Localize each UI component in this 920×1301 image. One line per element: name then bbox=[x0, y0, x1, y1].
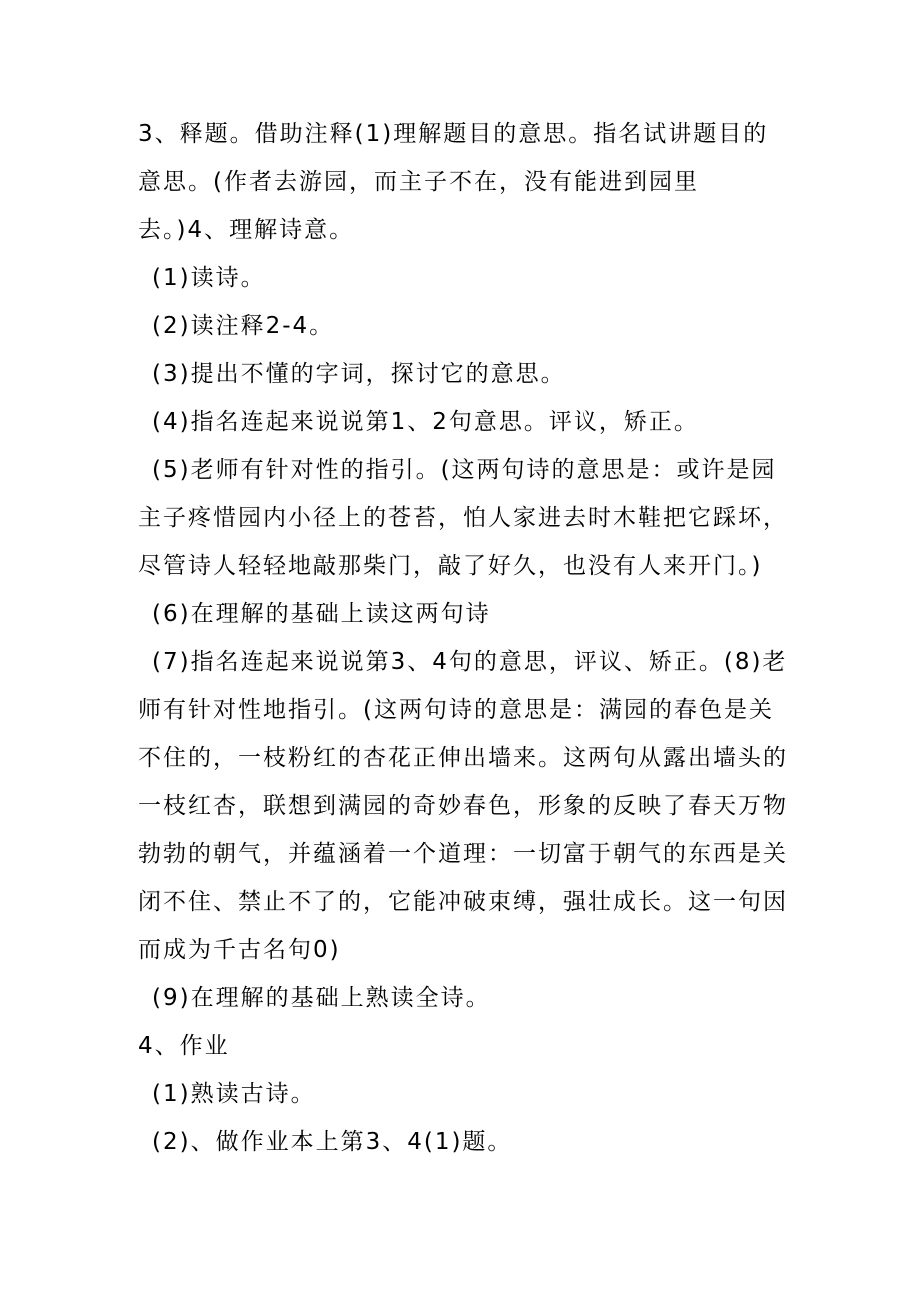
paragraph-homework-2: (2)、做作业本上第3、4(1)题。 bbox=[152, 1129, 513, 1155]
paragraph-step-1: (1)读诗。 bbox=[152, 265, 266, 291]
paragraph-step-4: (4)指名连起来说说第1、2句意思。评议，矫正。 bbox=[152, 409, 699, 435]
paragraph-step-7-8: (7)指名连起来说说第3、4句的意思，评议、矫正。(8)老师有针对性地指引。(这两句诗的意思是：满园的春色是关不住的，一枝粉红的杏花正伸出墙来。这两句从露出墙头的一枝红杏，联想到满园的奇妙春色，形象的反映了春天万物勃勃的朝气，并蕴涵着一个道理：一切富于朝气的东西是关闭不住、禁止不了的，它能冲破束缚，强壮成长。这一句因而成为千古名句0) bbox=[138, 649, 788, 963]
heading-homework: 4、作业 bbox=[138, 1033, 230, 1059]
paragraph-step-5: (5)老师有针对性的指引。(这两句诗的意思是：或许是园主子疼惜园内小径上的苍苔，怕人家进去时木鞋把它踩坏，尽管诗人轻轻地敲那柴门，敲了好久，也没有人来开门。) bbox=[138, 457, 788, 579]
paragraph-step-6: (6)在理解的基础上读这两句诗 bbox=[152, 601, 491, 627]
paragraph-step-2: (2)读注释2-4。 bbox=[152, 313, 335, 339]
paragraph-homework-1: (1)熟读古诗。 bbox=[152, 1081, 316, 1107]
paragraph-explain-title: 3、释题。借助注释(1)理解题目的意思。指名试讲题目的意思。(作者去游园，而主子不在，没有能进到园里去。)4、理解诗意。 bbox=[138, 121, 769, 243]
paragraph-step-9: (9)在理解的基础上熟读全诗。 bbox=[152, 985, 491, 1011]
paragraph-step-3: (3)提出不懂的字词，探讨它的意思。 bbox=[152, 361, 566, 387]
